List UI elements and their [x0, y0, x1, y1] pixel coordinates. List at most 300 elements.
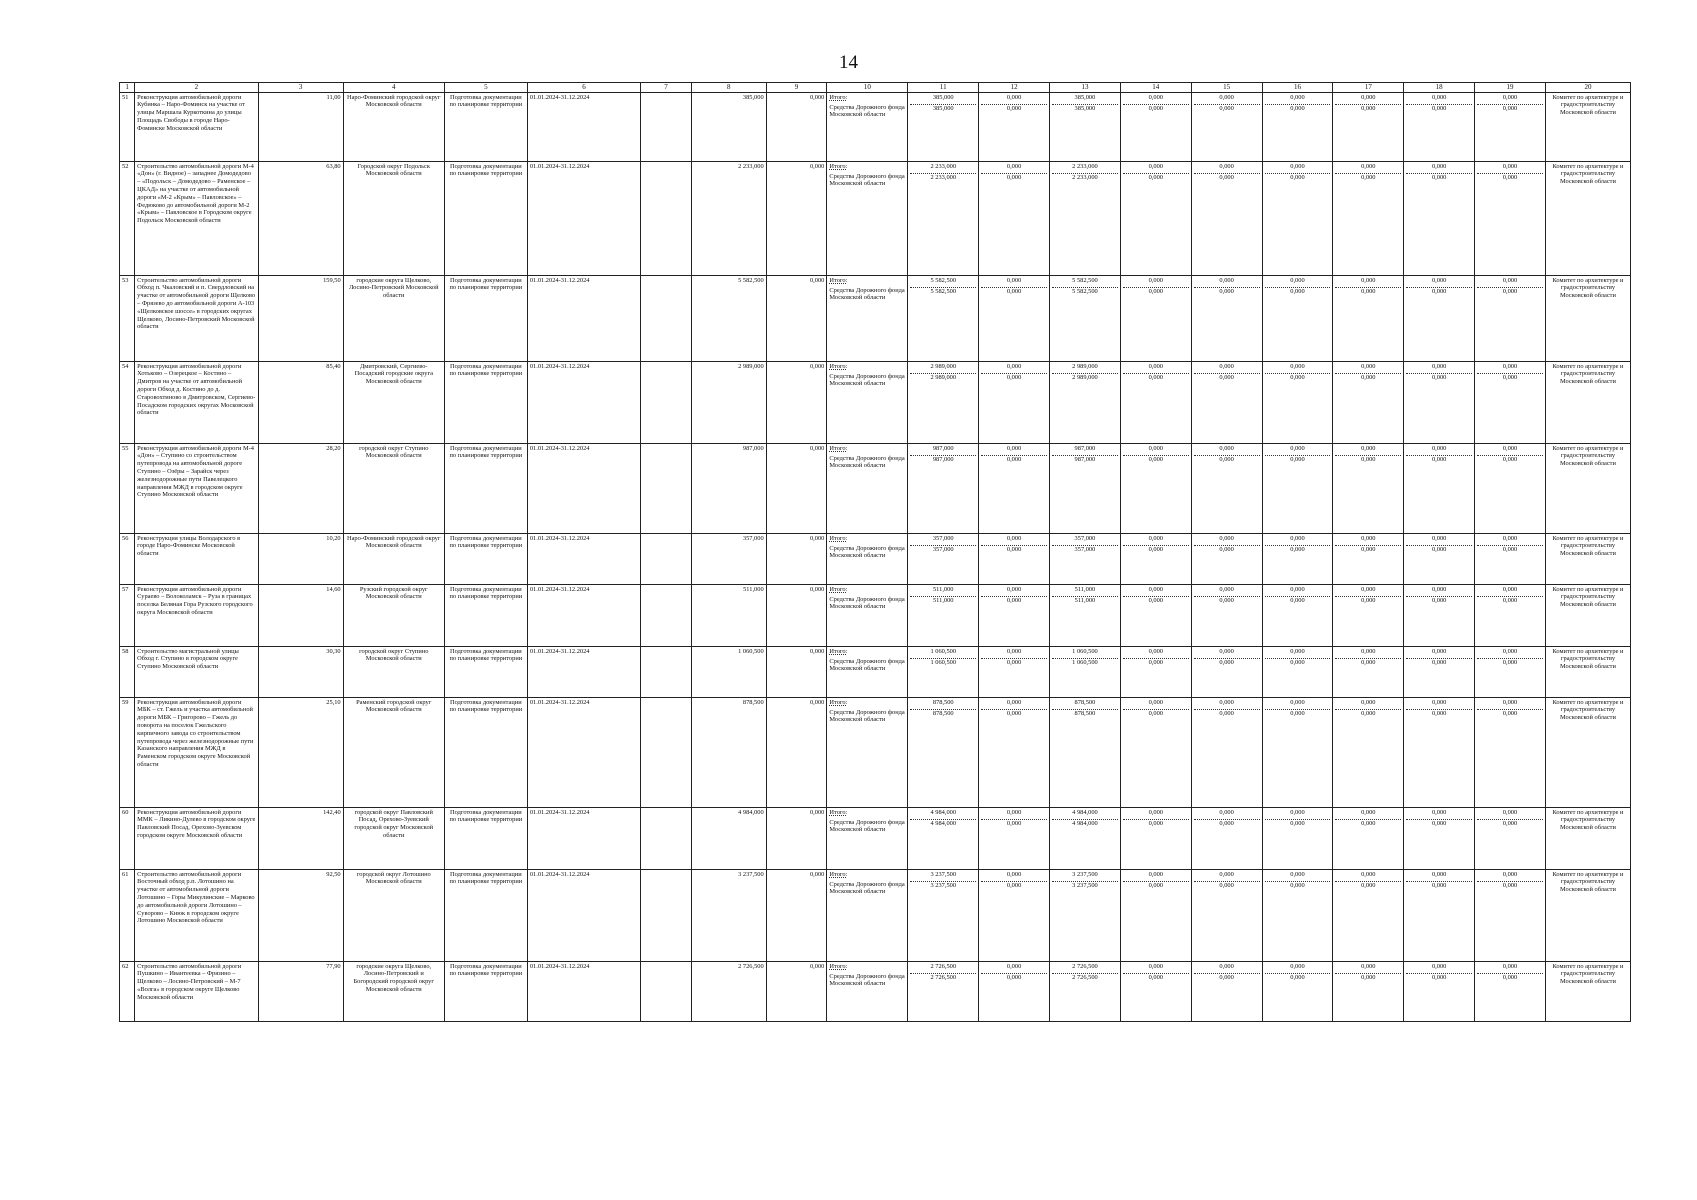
- column-number-row: [120, 83, 1631, 93]
- total-amount: 0,000: [1265, 94, 1331, 105]
- finance-cell: [1191, 275, 1262, 361]
- fund-amount: 0,000: [1502, 596, 1518, 604]
- finance-cell: [1333, 443, 1404, 533]
- column-7-value: [641, 697, 692, 807]
- cost-value: 2 233,000: [691, 161, 766, 275]
- finance-cell: [979, 869, 1050, 961]
- fund-amount: 0,000: [1148, 973, 1163, 981]
- total-amount: 0,000: [1335, 809, 1401, 820]
- fund-amount: 0,000: [1361, 287, 1376, 295]
- finance-cell: [1475, 584, 1546, 646]
- funding-source: [827, 869, 908, 961]
- total-amount: 3 237,500: [1052, 871, 1118, 882]
- work-period: 01.01.2024-31.12.2024: [527, 92, 640, 161]
- work-stage: Подготовка документации по планировке территории: [444, 646, 527, 697]
- column-7-value: [641, 807, 692, 869]
- responsible-body: Комитет по архитектуре и градостроительству Московской области: [1545, 869, 1630, 961]
- object-length: 77,90: [258, 961, 343, 1021]
- column-number: 20: [1545, 83, 1630, 93]
- fund-amount: 0,000: [1502, 709, 1518, 717]
- column-number: 3: [258, 83, 343, 93]
- fund-amount: 0,000: [1148, 709, 1163, 717]
- paid-value: 0,000: [766, 443, 827, 533]
- finance-cell: [1404, 161, 1475, 275]
- total-amount: 0,000: [1335, 94, 1401, 105]
- work-period: 01.01.2024-31.12.2024: [527, 275, 640, 361]
- finance-cell: [1404, 584, 1475, 646]
- fund-amount: 0,000: [1006, 881, 1022, 889]
- finance-cell: [1191, 646, 1262, 697]
- fund-amount: 0,000: [1006, 658, 1022, 666]
- funding-source: [827, 92, 908, 161]
- fund-amount: 0,000: [1006, 819, 1022, 827]
- finance-cell: [979, 961, 1050, 1021]
- column-7-value: [641, 275, 692, 361]
- fund-label: Средства Дорожного фонда Московской области: [829, 595, 905, 611]
- finance-cell: [979, 807, 1050, 869]
- work-stage: Подготовка документации по планировке территории: [444, 807, 527, 869]
- finance-cell: [1404, 807, 1475, 869]
- fund-amount: 0,000: [1219, 173, 1234, 181]
- finance-cell: [1475, 697, 1546, 807]
- total-amount: 0,000: [1406, 963, 1472, 974]
- fund-amount: 2 989,000: [930, 373, 957, 381]
- fund-amount: 0,000: [1502, 373, 1518, 381]
- total-amount: 0,000: [1335, 445, 1401, 456]
- fund-amount: 0,000: [1006, 373, 1022, 381]
- row-number: 56: [120, 533, 135, 584]
- work-stage: Подготовка документации по планировке территории: [444, 443, 527, 533]
- column-number: 5: [444, 83, 527, 93]
- fund-amount: 0,000: [1502, 287, 1518, 295]
- finance-cell: [1475, 161, 1546, 275]
- row-number: 54: [120, 361, 135, 443]
- finance-cell: [1191, 533, 1262, 584]
- finance-cell: [979, 92, 1050, 161]
- work-period: 01.01.2024-31.12.2024: [527, 646, 640, 697]
- object-length: 28,20: [258, 443, 343, 533]
- fund-amount: 0,000: [1361, 881, 1376, 889]
- total-amount: 3 237,500: [910, 871, 976, 882]
- total-amount: 0,000: [1194, 699, 1260, 710]
- cost-value: 2 989,000: [691, 361, 766, 443]
- fund-amount: 4 984,000: [930, 819, 957, 827]
- total-amount: 0,000: [1265, 648, 1331, 659]
- total-amount: 0,000: [981, 699, 1047, 710]
- fund-amount: 385,000: [932, 104, 954, 112]
- fund-amount: 0,000: [1431, 596, 1447, 604]
- fund-amount: 0,000: [1006, 455, 1022, 463]
- finance-cell: [908, 807, 979, 869]
- fund-amount: 0,000: [1361, 104, 1376, 112]
- paid-value: 0,000: [766, 646, 827, 697]
- finance-cell: [979, 361, 1050, 443]
- object-name: Реконструкция автомобильной дороги Хотьково – Озерецкое – Костино – Дмитров на участке от автомобильной дороги Обход д. Костино до д. Старовохтиново в Дмитровском, Сергиево-Посадском городских округах Московской области: [135, 361, 258, 443]
- work-period: 01.01.2024-31.12.2024: [527, 807, 640, 869]
- fund-amount: 0,000: [1148, 545, 1163, 553]
- funding-source: [827, 161, 908, 275]
- fund-amount: 0,000: [1148, 819, 1163, 827]
- total-amount: 0,000: [1265, 363, 1331, 374]
- fund-amount: 0,000: [1219, 709, 1234, 717]
- finance-cell: [1050, 584, 1121, 646]
- column-number: 12: [979, 83, 1050, 93]
- fund-amount: 0,000: [1006, 596, 1022, 604]
- total-amount: 0,000: [1265, 586, 1331, 597]
- total-amount: 0,000: [1194, 809, 1260, 820]
- finance-cell: [1333, 869, 1404, 961]
- finance-cell: [1404, 697, 1475, 807]
- responsible-body: Комитет по архитектуре и градостроительству Московской области: [1545, 92, 1630, 161]
- fund-amount: 0,000: [1219, 287, 1234, 295]
- fund-amount: 4 984,000: [1072, 819, 1098, 827]
- finance-cell: [1191, 869, 1262, 961]
- work-stage: Подготовка документации по планировке территории: [444, 869, 527, 961]
- work-period: 01.01.2024-31.12.2024: [527, 533, 640, 584]
- work-period: 01.01.2024-31.12.2024: [527, 697, 640, 807]
- fund-label: Средства Дорожного фонда Московской области: [829, 544, 905, 560]
- paid-value: 0,000: [766, 275, 827, 361]
- fund-amount: 0,000: [1431, 658, 1447, 666]
- column-7-value: [641, 92, 692, 161]
- total-amount: 0,000: [1477, 363, 1543, 374]
- cost-value: 4 984,000: [691, 807, 766, 869]
- paid-value: 0,000: [766, 869, 827, 961]
- finance-cell: [1050, 646, 1121, 697]
- responsible-body: Комитет по архитектуре и градостроительству Московской области: [1545, 646, 1630, 697]
- total-amount: 0,000: [981, 648, 1047, 659]
- fund-label: Средства Дорожного фонда Московской области: [829, 880, 905, 896]
- paid-value: 0,000: [766, 361, 827, 443]
- fund-amount: 0,000: [1361, 373, 1376, 381]
- column-number: 16: [1262, 83, 1333, 93]
- fund-amount: 0,000: [1219, 455, 1234, 463]
- cost-value: 511,000: [691, 584, 766, 646]
- paid-value: 0,000: [766, 92, 827, 161]
- total-amount: 0,000: [1335, 277, 1401, 288]
- municipality: городской округ Павловский Посад, Орехово-Зуевский городской округ Московской области: [343, 807, 444, 869]
- column-7-value: [641, 361, 692, 443]
- total-amount: 0,000: [1123, 94, 1189, 105]
- object-name: Строительство автомобильной дороги Обход п. Чкаловский и п. Свердловский на участке от автомобильной дороги Щелково – Фрязево до автомобильной дороги А-103 «Щелковское шоссе» в городских округах Щелково, Лосино-Петровский Московской области: [135, 275, 258, 361]
- object-length: 92,50: [258, 869, 343, 961]
- fund-amount: 511,000: [932, 596, 954, 604]
- column-number: 9: [766, 83, 827, 93]
- finance-cell: [1120, 275, 1191, 361]
- fund-amount: 0,000: [1290, 545, 1305, 553]
- fund-amount: 2 233,000: [930, 173, 957, 181]
- total-amount: 1 060,500: [1052, 648, 1118, 659]
- fund-amount: 0,000: [1006, 104, 1022, 112]
- responsible-body: Комитет по архитектуре и градостроительству Московской области: [1545, 161, 1630, 275]
- finance-cell: [1050, 361, 1121, 443]
- column-7-value: [641, 869, 692, 961]
- finance-cell: [908, 92, 979, 161]
- finance-cell: [1262, 533, 1333, 584]
- finance-cell: [1333, 961, 1404, 1021]
- object-name: Реконструкция улицы Володарского в городе Наро-Фоминске Московской области: [135, 533, 258, 584]
- column-number: 19: [1475, 83, 1546, 93]
- fund-label: Средства Дорожного фонда Московской области: [829, 454, 905, 470]
- total-amount: 878,500: [1052, 699, 1118, 710]
- total-amount: 0,000: [1477, 699, 1543, 710]
- table-row: [120, 361, 1631, 443]
- finance-cell: [1262, 584, 1333, 646]
- fund-amount: 0,000: [1431, 709, 1447, 717]
- total-amount: 511,000: [910, 586, 976, 597]
- total-amount: 357,000: [910, 535, 976, 546]
- finance-cell: [1333, 533, 1404, 584]
- total-amount: 2 726,500: [1052, 963, 1118, 974]
- fund-amount: 0,000: [1219, 881, 1234, 889]
- table-row: [120, 584, 1631, 646]
- total-amount: 511,000: [1052, 586, 1118, 597]
- object-length: 30,30: [258, 646, 343, 697]
- finance-cell: [908, 961, 979, 1021]
- row-number: 57: [120, 584, 135, 646]
- total-amount: 987,000: [1052, 445, 1118, 456]
- finance-cell: [979, 161, 1050, 275]
- column-7-value: [641, 443, 692, 533]
- row-number: 51: [120, 92, 135, 161]
- cost-value: 357,000: [691, 533, 766, 584]
- fund-amount: 0,000: [1148, 173, 1163, 181]
- finance-cell: [1262, 869, 1333, 961]
- total-amount: 5 582,500: [910, 277, 976, 288]
- table-row: [120, 961, 1631, 1021]
- fund-amount: 0,000: [1148, 596, 1163, 604]
- finance-cell: [908, 443, 979, 533]
- finance-cell: [1262, 92, 1333, 161]
- total-label: Итого:: [829, 534, 848, 542]
- row-number: 58: [120, 646, 135, 697]
- fund-amount: 0,000: [1431, 287, 1447, 295]
- total-amount: 0,000: [1406, 535, 1472, 546]
- row-number: 59: [120, 697, 135, 807]
- fund-label: Средства Дорожного фонда Московской области: [829, 657, 905, 673]
- total-amount: 0,000: [1335, 535, 1401, 546]
- column-number: 4: [343, 83, 444, 93]
- responsible-body: Комитет по архитектуре и градостроительству Московской области: [1545, 275, 1630, 361]
- work-stage: Подготовка документации по планировке территории: [444, 533, 527, 584]
- finance-cell: [1050, 697, 1121, 807]
- work-stage: Подготовка документации по планировке территории: [444, 961, 527, 1021]
- fund-amount: 0,000: [1502, 173, 1518, 181]
- fund-amount: 0,000: [1290, 819, 1305, 827]
- total-amount: 0,000: [1406, 648, 1472, 659]
- total-amount: 0,000: [1477, 94, 1543, 105]
- fund-amount: 0,000: [1431, 973, 1447, 981]
- fund-amount: 0,000: [1219, 596, 1234, 604]
- total-amount: 0,000: [1477, 163, 1543, 174]
- finance-cell: [1191, 92, 1262, 161]
- fund-amount: 0,000: [1290, 881, 1305, 889]
- fund-amount: 0,000: [1502, 545, 1518, 553]
- finance-cell: [908, 361, 979, 443]
- finance-cell: [1333, 361, 1404, 443]
- total-label: Итого:: [829, 444, 848, 452]
- paid-value: 0,000: [766, 697, 827, 807]
- total-label: Итого:: [829, 585, 848, 593]
- table-row: [120, 92, 1631, 161]
- total-amount: 0,000: [1477, 871, 1543, 882]
- object-name: Строительство автомобильной дороги М-4 «Дон» (г. Видное) – западнее Домодедово – «Подольск – Домодедово – Раменское – ЦКАД» на участке от автомобильной дороги «М-2 «Крым» – Павловское» – Федюково до автомобильной дороги М-2 «Крым» – Павловское в Городском округе Подольск Московской области: [135, 161, 258, 275]
- total-label: Итого:: [829, 962, 848, 970]
- total-label: Итого:: [829, 362, 848, 370]
- fund-amount: 0,000: [1219, 819, 1234, 827]
- object-name: Реконструкция автомобильной дороги МБК – ст. Гжель и участка автомобильной дороги МБК – Григорово – Гжель до поворота на поселок Гжельского кирпичного завода со строительством путепровода через железнодорожные пути Казанского направления МЖД в Раменском городском округе Московской области: [135, 697, 258, 807]
- total-amount: 0,000: [1194, 163, 1260, 174]
- finance-cell: [1120, 92, 1191, 161]
- column-number: 17: [1333, 83, 1404, 93]
- column-number: 14: [1120, 83, 1191, 93]
- municipality: Дмитровский, Сергиево-Посадский городские округа Московской области: [343, 361, 444, 443]
- finance-cell: [1120, 361, 1191, 443]
- fund-amount: 0,000: [1361, 545, 1376, 553]
- fund-amount: 0,000: [1148, 455, 1163, 463]
- row-number: 52: [120, 161, 135, 275]
- fund-amount: 0,000: [1006, 973, 1022, 981]
- total-amount: 0,000: [1406, 445, 1472, 456]
- finance-cell: [1262, 807, 1333, 869]
- fund-amount: 0,000: [1502, 658, 1518, 666]
- fund-amount: 0,000: [1431, 881, 1447, 889]
- finance-cell: [979, 533, 1050, 584]
- fund-amount: 2 726,500: [1072, 973, 1098, 981]
- paid-value: 0,000: [766, 584, 827, 646]
- total-amount: 0,000: [1194, 963, 1260, 974]
- fund-amount: 385,000: [1074, 104, 1096, 112]
- funding-source: [827, 361, 908, 443]
- responsible-body: Комитет по архитектуре и градостроительству Московской области: [1545, 697, 1630, 807]
- total-amount: 878,500: [910, 699, 976, 710]
- fund-amount: 0,000: [1290, 287, 1305, 295]
- total-amount: 0,000: [1477, 648, 1543, 659]
- fund-amount: 987,000: [932, 455, 954, 463]
- fund-amount: 0,000: [1148, 287, 1163, 295]
- total-amount: 0,000: [1123, 363, 1189, 374]
- finance-cell: [1120, 584, 1191, 646]
- finance-cell: [1050, 961, 1121, 1021]
- fund-amount: 0,000: [1006, 709, 1022, 717]
- finance-cell: [1333, 646, 1404, 697]
- responsible-body: Комитет по архитектуре и градостроительству Московской области: [1545, 361, 1630, 443]
- fund-label: Средства Дорожного фонда Московской области: [829, 172, 905, 188]
- fund-amount: 0,000: [1006, 287, 1022, 295]
- cost-value: 878,500: [691, 697, 766, 807]
- fund-amount: 0,000: [1290, 709, 1305, 717]
- column-number: 10: [827, 83, 908, 93]
- object-name: Реконструкция автомобильной дороги Сураево – Волоколамск – Руза в границах поселка Беляная Гора Рузского городского округа Московской области: [135, 584, 258, 646]
- finance-cell: [1191, 161, 1262, 275]
- total-amount: 0,000: [981, 363, 1047, 374]
- fund-amount: 0,000: [1502, 881, 1518, 889]
- total-amount: 0,000: [1123, 445, 1189, 456]
- column-number: 18: [1404, 83, 1475, 93]
- total-amount: 0,000: [1194, 277, 1260, 288]
- total-amount: 2 989,000: [1052, 363, 1118, 374]
- fund-amount: 0,000: [1361, 819, 1376, 827]
- object-length: 14,60: [258, 584, 343, 646]
- finance-cell: [1050, 807, 1121, 869]
- finance-cell: [979, 646, 1050, 697]
- total-amount: 1 060,500: [910, 648, 976, 659]
- total-amount: 5 582,500: [1052, 277, 1118, 288]
- total-amount: 357,000: [1052, 535, 1118, 546]
- total-amount: 0,000: [981, 809, 1047, 820]
- paid-value: 0,000: [766, 533, 827, 584]
- finance-cell: [1404, 869, 1475, 961]
- finance-cell: [1120, 697, 1191, 807]
- finance-cell: [908, 869, 979, 961]
- total-amount: 0,000: [1477, 809, 1543, 820]
- finance-cell: [1262, 443, 1333, 533]
- object-name: Строительство автомобильной дороги Восточный обход р.п. Лотошино на участке от автомобильной дороги Лотошино – Горы Микулинские – Марково до автомобильной дороги Лотошино – Суворово – Кнюк в городском округе Лотошино Московской области: [135, 869, 258, 961]
- total-amount: 0,000: [1335, 699, 1401, 710]
- total-amount: 2 726,500: [910, 963, 976, 974]
- municipality: городские округа Щелково, Лосино-Петровский и Богородский городской округ Московской области: [343, 961, 444, 1021]
- finance-cell: [1120, 807, 1191, 869]
- column-number: 2: [135, 83, 258, 93]
- fund-amount: 0,000: [1431, 173, 1447, 181]
- finance-cell: [1333, 161, 1404, 275]
- total-amount: 0,000: [1265, 809, 1331, 820]
- fund-amount: 0,000: [1431, 104, 1447, 112]
- total-amount: 0,000: [1335, 363, 1401, 374]
- fund-amount: 0,000: [1361, 455, 1376, 463]
- total-amount: 0,000: [1194, 94, 1260, 105]
- fund-amount: 0,000: [1502, 819, 1518, 827]
- fund-amount: 0,000: [1290, 104, 1305, 112]
- funding-source: [827, 807, 908, 869]
- municipality: Рузский городской округ Московской области: [343, 584, 444, 646]
- cost-value: 1 060,500: [691, 646, 766, 697]
- funding-source: [827, 275, 908, 361]
- finance-cell: [1191, 584, 1262, 646]
- cost-value: 2 726,500: [691, 961, 766, 1021]
- total-amount: 0,000: [981, 94, 1047, 105]
- finance-cell: [1475, 361, 1546, 443]
- row-number: 61: [120, 869, 135, 961]
- finance-cell: [1262, 646, 1333, 697]
- object-length: 25,10: [258, 697, 343, 807]
- objects-table: [119, 82, 1631, 1022]
- total-amount: 0,000: [1123, 809, 1189, 820]
- fund-amount: 878,500: [1074, 709, 1096, 717]
- fund-amount: 0,000: [1219, 373, 1234, 381]
- finance-cell: [979, 443, 1050, 533]
- fund-amount: 0,000: [1431, 545, 1447, 553]
- finance-cell: [1475, 533, 1546, 584]
- work-stage: Подготовка документации по планировке территории: [444, 697, 527, 807]
- total-amount: 0,000: [1406, 809, 1472, 820]
- total-amount: 0,000: [1194, 363, 1260, 374]
- fund-label: Средства Дорожного фонда Московской области: [829, 286, 905, 302]
- total-amount: 0,000: [1194, 535, 1260, 546]
- municipality: Наро-Фоминский городской округ Московской области: [343, 533, 444, 584]
- fund-amount: 0,000: [1290, 455, 1305, 463]
- finance-cell: [1475, 807, 1546, 869]
- finance-cell: [1333, 92, 1404, 161]
- total-amount: 0,000: [981, 277, 1047, 288]
- finance-cell: [1333, 275, 1404, 361]
- total-amount: 0,000: [1335, 648, 1401, 659]
- fund-amount: 1 060,500: [1072, 658, 1098, 666]
- total-label: Итого:: [829, 647, 848, 655]
- total-amount: 385,000: [1052, 94, 1118, 105]
- table-row: [120, 869, 1631, 961]
- finance-cell: [1120, 533, 1191, 584]
